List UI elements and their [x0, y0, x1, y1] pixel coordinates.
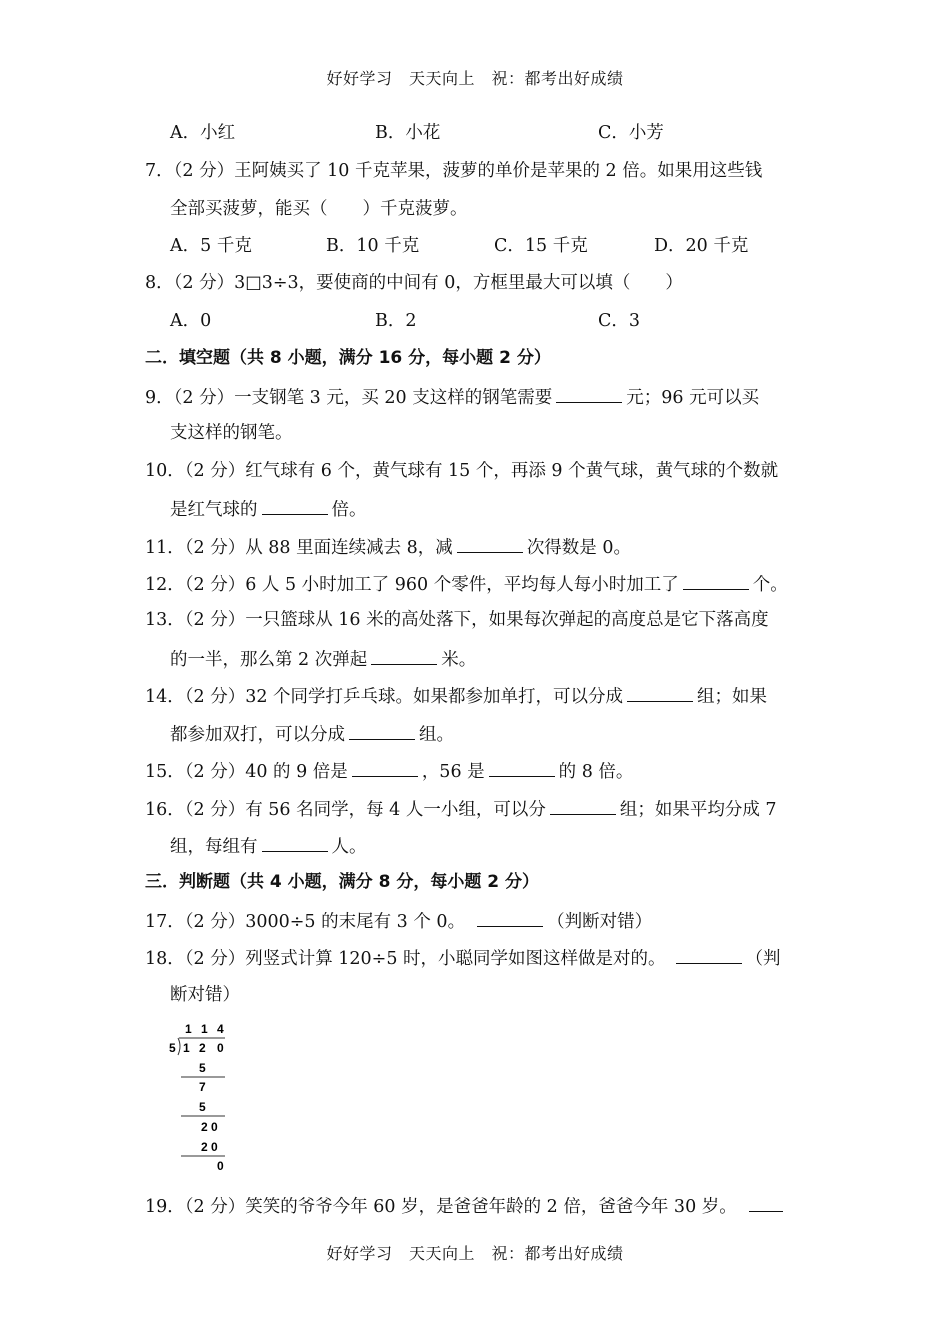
q18-text-b: （判 [745, 949, 781, 969]
option-b: B．10 千克 [326, 236, 420, 256]
q15-text-b: ，56 是 [421, 762, 485, 782]
divisor: 5 [169, 1041, 176, 1055]
answer-blank[interactable] [489, 758, 555, 777]
answer-blank[interactable] [457, 534, 523, 553]
answer-blank[interactable] [371, 646, 437, 665]
q16-text-c: 组，每组有 [170, 837, 258, 857]
q15-text-c: 的 8 倍。 [558, 762, 634, 782]
q16-text-b: 组；如果平均分成 7 [619, 800, 777, 820]
answer-blank[interactable] [556, 384, 622, 403]
q13-line1: 13．（2 分）一只篮球从 16 米的高处落下，如果每次弹起的高度总是它下落高度 [145, 610, 769, 630]
q11-text-a: 11．（2 分）从 88 里面连续减去 8，减 [145, 538, 453, 558]
page-header: 好好学习 天天向上 祝：都考出好成绩 [326, 69, 624, 88]
step-digit: 7 [199, 1080, 206, 1094]
answer-blank[interactable] [627, 683, 693, 702]
quotient-digit: 4 [217, 1022, 224, 1036]
page-footer: 好好学习 天天向上 祝：都考出好成绩 [326, 1244, 624, 1263]
q16-text-d: 人。 [331, 837, 367, 857]
option-d: D．20 千克 [654, 236, 749, 256]
q14-text-b: 组；如果 [697, 687, 768, 707]
q19-line [145, 1193, 787, 1219]
q16-text-a: 16．（2 分）有 56 名同学，每 4 人一小组，可以分 [145, 800, 546, 820]
q15-text-a: 15．（2 分）40 的 9 倍是 [145, 762, 348, 782]
answer-blank[interactable] [352, 758, 418, 777]
answer-blank[interactable] [683, 571, 749, 590]
q10-text-a: 是红气球的 [170, 500, 258, 520]
q15-line [145, 758, 633, 784]
q7-line1: 7．（2 分）王阿姨买了 10 千克苹果，菠萝的单价是苹果的 2 倍。如果用这些钱 [145, 161, 763, 181]
q10-text-b: 倍。 [331, 500, 367, 520]
q18-line1 [145, 945, 781, 971]
q13-line2 [170, 646, 476, 672]
answer-blank[interactable] [477, 908, 543, 927]
option-a: A．5 千克 [170, 236, 252, 256]
step-digit: 5 [199, 1100, 206, 1114]
option-c: C．小芳 [598, 123, 664, 143]
step-digits: 2 0 [201, 1140, 218, 1154]
q10-line2 [170, 496, 367, 522]
answer-blank[interactable] [676, 945, 742, 964]
q14-line1 [145, 683, 767, 709]
q9-text-a: 9．（2 分）一支钢笔 3 元，买 20 支这样的钢笔需要 [145, 388, 553, 408]
q8-line1: 8．（2 分）3□3÷3，要使商的中间有 0，方框里最大可以填（ ） [145, 273, 683, 293]
option-c: C．3 [598, 311, 641, 331]
remainder: 0 [217, 1159, 224, 1173]
q18-line2: 断对错） [170, 985, 240, 1005]
q9-line1 [145, 384, 759, 410]
q17-text-a: 17．（2 分）3000÷5 的末尾有 3 个 0。 [145, 912, 466, 932]
answer-blank[interactable] [262, 833, 328, 852]
answer-blank[interactable] [550, 796, 616, 815]
q12-text-b: 个。 [752, 575, 788, 595]
option-b: B．小花 [375, 123, 441, 143]
q11-line [145, 534, 631, 560]
q13-text-b: 米。 [441, 650, 477, 670]
q12-text-a: 12．（2 分）6 人 5 小时加工了 960 个零件，平均每人每小时加工了 [145, 575, 679, 595]
option-c: C．15 千克 [494, 236, 588, 256]
quotient-digit: 1 [185, 1022, 192, 1036]
option-b: B．2 [375, 311, 417, 331]
answer-blank[interactable] [749, 1193, 783, 1212]
q9-text-b: 元；96 元可以买 [626, 388, 760, 408]
q12-line [145, 571, 788, 597]
section-heading-judge: 三．判断题（共 4 小题，满分 8 分，每小题 2 分） [145, 872, 539, 892]
q13-text-a: 的一半，那么第 2 次弹起 [170, 650, 368, 670]
q14-text-c: 都参加双打，可以分成 [170, 725, 345, 745]
long-division-figure [165, 1018, 235, 1178]
q11-text-b: 次得数是 0。 [526, 538, 632, 558]
division-bracket [178, 1038, 180, 1055]
q18-text-a: 18．（2 分）列竖式计算 120÷5 时，小聪同学如图这样做是对的。 [145, 949, 666, 969]
q9-line2: 支这样的钢笔。 [170, 423, 293, 443]
q16-line1 [145, 796, 777, 822]
dividend-digit: 1 [183, 1041, 190, 1055]
q16-line2 [170, 833, 367, 859]
dividend-digit: 0 [217, 1041, 224, 1055]
step-digit: 5 [199, 1061, 206, 1075]
dividend-digit: 2 [199, 1041, 206, 1055]
option-a: A．小红 [170, 123, 236, 143]
option-a: A．0 [170, 311, 212, 331]
answer-blank[interactable] [349, 721, 415, 740]
answer-blank[interactable] [262, 496, 328, 515]
step-digits: 2 0 [201, 1120, 218, 1134]
q14-text-a: 14．（2 分）32 个同学打乒乓球。如果都参加单打，可以分成 [145, 687, 624, 707]
q17-text-b: （判断对错） [547, 912, 653, 932]
quotient-digit: 1 [201, 1022, 208, 1036]
q19-text-a: 19．（2 分）笑笑的爷爷今年 60 岁，是爸爸年龄的 2 倍，爸爸今年 30 岁。 [145, 1197, 737, 1217]
q17-line [145, 908, 652, 934]
q14-text-d: 组。 [419, 725, 454, 745]
q14-line2 [170, 721, 454, 747]
section-heading-fill: 二．填空题（共 8 小题，满分 16 分，每小题 2 分） [145, 348, 551, 368]
q7-line2: 全部买菠萝，能买（ ）千克菠萝。 [170, 199, 468, 219]
q10-line1: 10．（2 分）红气球有 6 个，黄气球有 15 个，再添 9 个黄气球，黄气球的个数就 [145, 461, 779, 481]
